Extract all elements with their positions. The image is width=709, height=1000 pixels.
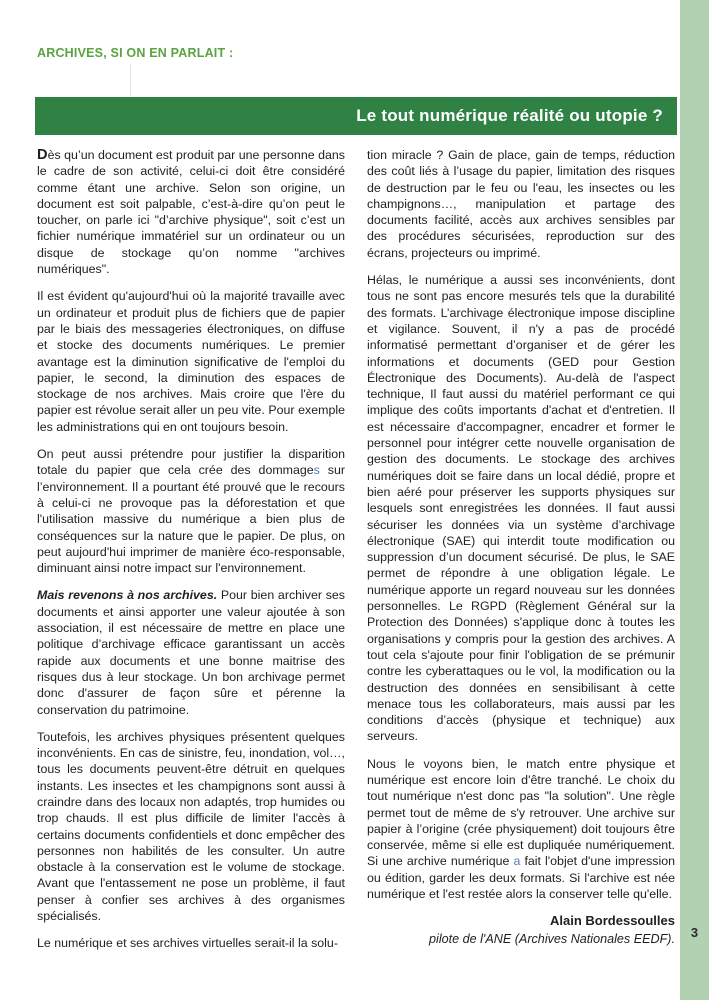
paragraph-text: Il est évident qu'aujourd'hui où la majorité travaille avec un ordinateur et produit plus de fichiers que de papier par le biais des messageries électroniques, on diffuse et stocke des documents numériques. Le premier avantage est la diminution significative de l'emploi du papier, le second, la diminution des espaces de stockage de nos archives. Mais croire que l'ère du papier est révolue serait aller un peu vite. Pour exemple les administrations qui en ont toujours besoin.	[37, 289, 345, 434]
paragraph-text: tion miracle ? Gain de place, gain de temps, réduction des coût liés à l’usage du papier, limitation des risques de destruction par le feu ou l'eau, les insectes ou les champignons…, manipulation et partage des documents facilité, accès aux archives sensibles par des procédures sécurisées, reproduction sur des écrans, projecteurs ou imprimé.	[367, 148, 675, 260]
paragraph-text: Toutefois, les archives physiques présentent quelques inconvénients. En cas de sinistre, feu, inondation, vol…, tous les documents peuvent-être détruit en quelques instants. Les insectes et les champignons sont aussi à craindre dans des locaux non adaptés, trop humides ou trop chauds. Il est plus difficile de limiter l'accès à certains documents confidentiels et donc empêcher des personnes non habilités de les consulter. Un autre obstacle à la conservation est le volume de stockage. Avant que l'entassement ne pose un problème, il faut penser à confier ses archives à des organismes spécialisés.	[37, 729, 345, 924]
paragraph-text: sur l’environnement. Il a pourtant été prouvé que le recours à celui-ci ne provoque pas la déforestation et que l'utilisation massive du numérique a bien plus de conséquences sur la nature que le papier. De plus, on peut aujourd'hui imprimer de manière éco-responsable, diminuant ainsi notre impact sur l'environnement.	[37, 463, 346, 576]
kicker-divider-line	[130, 63, 131, 96]
paragraph	[367, 272, 675, 745]
paragraph-text: Nous le voyons bien, le match entre physique et numérique est encore loin d'être tranché. Le choix du tout numérique n'est donc pas "la solution". Une règle permet tout de même de s'y retrouver. Une archive sur papier à l’origine (crée physiquement) doit toujours être conservée, même si elle est dupliquée numériquement. Si une archive numérique	[367, 756, 675, 869]
right-column	[367, 147, 675, 952]
paragraph-text: fait l'objet d'une impression ou édition, garder les deux formats. Si l'archive est née numérique et l'est restée alors la conserver telle qu'elle.	[367, 854, 676, 902]
paragraph-text: Le numérique et ses archives virtuelles serait-il la solu-	[37, 936, 338, 951]
paragraph-lead: Mais revenons à nos archives.	[37, 588, 218, 603]
paragraph-text: Pour bien archiver ses documents et ainsi apporter une valeur ajoutée à son association, il est nécessaire de mettre en place une politique d’archivage efficace garantissant un accès rapide aux documents et une bonne maitrise des risques dus à leur stockage. Un bon archivage permet donc d'assurer de façon sûre et pérenne la conservation du patrimoine.	[37, 588, 345, 717]
dropcap-letter: D	[37, 147, 48, 163]
paragraph	[367, 147, 675, 261]
paragraph	[37, 729, 345, 925]
page-number: 3	[690, 925, 699, 940]
paragraph-text: Hélas, le numérique a aussi ses inconvénients, dont tous ne sont pas encore mesurés tels que la durabilité des formats. L’archivage électronique impose discipline et vigilance. Souvent, il n'y a pas de procédé informatisé permettant d’organiser et de gérer les informations et documents (GED pour Gestion Électronique des Documents). Au-delà de l'aspect technique, Il faut aussi du matériel performant ce qui implique des coûts importants d'achat et d'entretien. Il est nécessaire d'accompagner, encadrer et former le personnel pour intégrer cette nouvelle organisation de gestion des documents. Le stockage des archives numériques doit se faire dans un local dédié, propre et bien aéré pour préserver les supports physiques sur lesquels sont enregistrées les données. Il faut aussi sécuriser les données via un système d’archivage électronique (SAE) qui interdit toute modification ou suppression d’un document sécurisé. De plus, le SAE permet de répondre à une obligation légale. Le numérique apporte un regard nouveau sur les données personnelles. Le RGPD (Règlement Général sur la Protection des Données) s'applique donc à toutes les organisations y compris pour la gestion des archives. A tout cela s'ajoute pour finir l'obligation de se prémunir contre les cyberattaques ou le vol, la modification ou la destruction des données en sensibilisant à cette menace tous les collaborateurs, mais aussi par les conditions d’accès (physique et technique) aux serveurs.	[367, 273, 675, 744]
article-title: Le tout numérique réalité ou utopie ?	[356, 106, 663, 125]
left-column	[37, 147, 345, 952]
paragraph-text: ès qu’un document est produit par une personne dans le cadre de son activité, celui-ci doit être considéré comme étant une archive. Selon son origine, un document est soit palpable, c’est-à-dire qu’on peut le toucher, on parle ici "d’archive physique", soit c’est un fichier numérique immatériel sur un ordinateur ou un disque de stockage qu’on nomme "archives numériques".	[37, 148, 345, 277]
paragraph	[37, 935, 345, 951]
tracked-change-letter: s	[313, 463, 320, 478]
author-role: pilote de l'ANE (Archives Nationales EEDF).	[429, 931, 675, 946]
paragraph	[367, 756, 675, 903]
paragraph	[37, 587, 345, 717]
page-edge-strip	[680, 0, 709, 1000]
section-kicker: ARCHIVES, SI ON EN PARLAIT :	[37, 46, 234, 60]
author-name: Alain Bordessoulles	[550, 913, 675, 929]
paragraph	[37, 288, 345, 435]
article-title-banner	[35, 97, 677, 135]
paragraph-text: On peut aussi prétendre pour justifier la disparition totale du papier que cela crée des dommage	[37, 447, 345, 478]
article-signature	[367, 913, 675, 947]
paragraph	[37, 147, 345, 277]
paragraph	[37, 446, 345, 576]
tracked-change-letter: a	[513, 854, 521, 869]
article-body	[37, 147, 676, 952]
